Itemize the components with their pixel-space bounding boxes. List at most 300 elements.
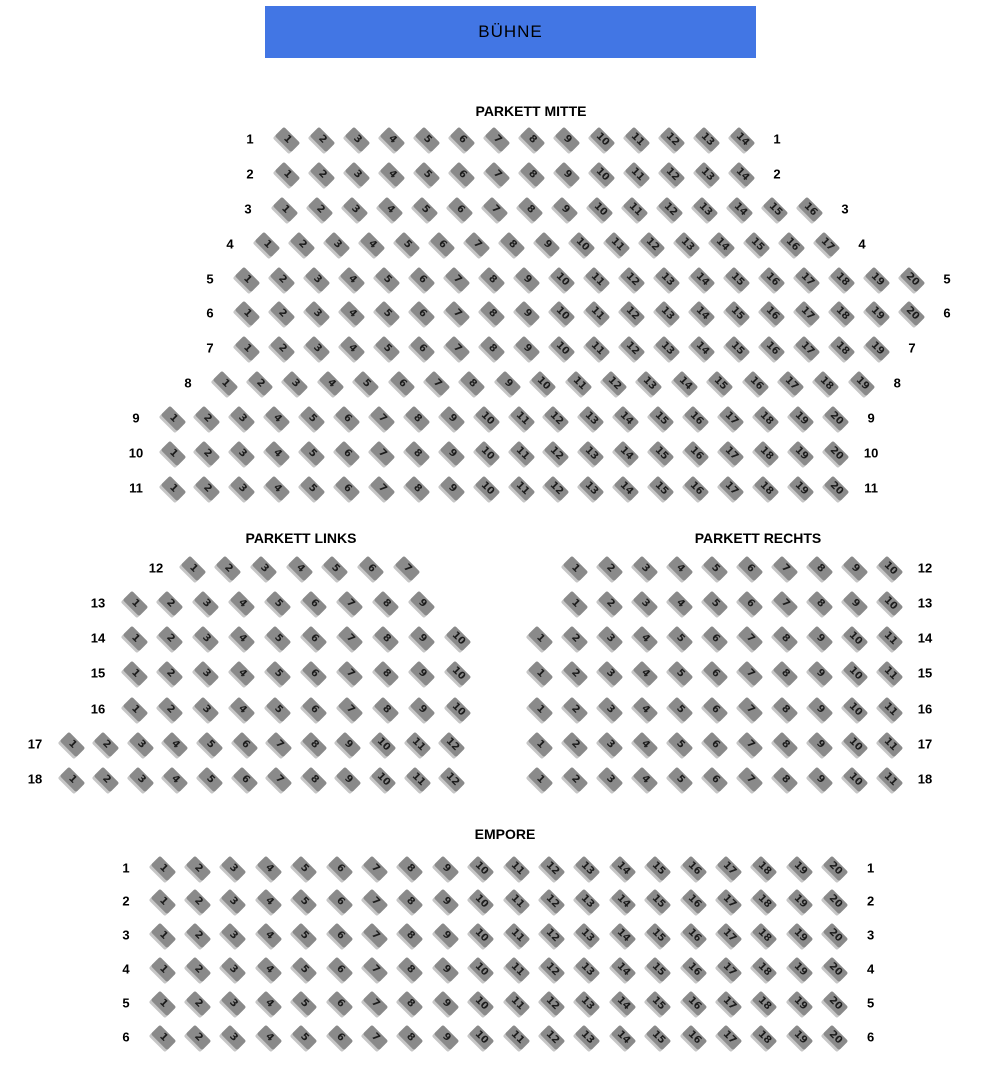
seat-empore-r4-9[interactable] <box>433 956 458 981</box>
seat-empore-r1-4[interactable] <box>256 855 281 880</box>
seat-empore-r4-18[interactable] <box>752 956 777 981</box>
seat-empore-r2-9[interactable] <box>433 888 458 913</box>
seat-empore-r6-11[interactable] <box>504 1024 529 1049</box>
seat-parkett-mitte-r11-3[interactable] <box>230 475 255 500</box>
seat-empore-r3-3[interactable] <box>221 922 246 947</box>
seat-empore-r1-2[interactable] <box>186 855 211 880</box>
seat-parkett-mitte-r5-19[interactable] <box>864 266 889 291</box>
seat-empore-r5-14[interactable] <box>610 990 635 1015</box>
seat-parkett-mitte-r6-8[interactable] <box>479 300 504 325</box>
seat-empore-r3-20[interactable] <box>823 922 848 947</box>
seat-parkett-rechts-r12-6[interactable] <box>737 555 762 580</box>
seat-parkett-rechts-r12-4[interactable] <box>667 555 692 580</box>
seat-empore-r6-1[interactable] <box>150 1024 175 1049</box>
seat-empore-r5-18[interactable] <box>752 990 777 1015</box>
seat-parkett-mitte-r2-9[interactable] <box>554 161 579 186</box>
seat-parkett-rechts-r15-11[interactable] <box>877 660 902 685</box>
seat-parkett-mitte-r4-4[interactable] <box>359 231 384 256</box>
seat-parkett-rechts-r13-7[interactable] <box>772 590 797 615</box>
seat-parkett-mitte-r10-6[interactable] <box>335 440 360 465</box>
seat-empore-r1-17[interactable] <box>717 855 742 880</box>
seat-parkett-mitte-r4-13[interactable] <box>674 231 699 256</box>
seat-parkett-mitte-r10-15[interactable] <box>649 440 674 465</box>
seat-empore-r3-11[interactable] <box>504 922 529 947</box>
seat-empore-r5-10[interactable] <box>469 990 494 1015</box>
seat-parkett-links-r18-9[interactable] <box>336 766 361 791</box>
seat-parkett-rechts-r15-6[interactable] <box>702 660 727 685</box>
seat-empore-r4-14[interactable] <box>610 956 635 981</box>
seat-parkett-mitte-r11-1[interactable] <box>160 475 185 500</box>
seat-empore-r6-7[interactable] <box>363 1024 388 1049</box>
seat-parkett-mitte-r5-5[interactable] <box>374 266 399 291</box>
seat-empore-r4-4[interactable] <box>256 956 281 981</box>
seat-parkett-mitte-r8-19[interactable] <box>849 370 874 395</box>
seat-parkett-links-r18-1[interactable] <box>59 766 84 791</box>
seat-parkett-mitte-r8-3[interactable] <box>283 370 308 395</box>
seat-empore-r5-12[interactable] <box>540 990 565 1015</box>
seat-parkett-mitte-r1-9[interactable] <box>554 126 579 151</box>
seat-parkett-mitte-r8-9[interactable] <box>495 370 520 395</box>
seat-parkett-mitte-r7-6[interactable] <box>409 335 434 360</box>
seat-parkett-rechts-r12-8[interactable] <box>807 555 832 580</box>
seat-parkett-mitte-r1-7[interactable] <box>484 126 509 151</box>
seat-parkett-mitte-r9-11[interactable] <box>509 405 534 430</box>
seat-parkett-links-r18-3[interactable] <box>128 766 153 791</box>
seat-parkett-mitte-r9-3[interactable] <box>230 405 255 430</box>
seat-parkett-mitte-r6-15[interactable] <box>724 300 749 325</box>
seat-empore-r6-14[interactable] <box>610 1024 635 1049</box>
seat-parkett-links-r17-3[interactable] <box>128 731 153 756</box>
seat-parkett-links-r18-5[interactable] <box>198 766 223 791</box>
seat-empore-r2-19[interactable] <box>787 888 812 913</box>
seat-parkett-rechts-r18-5[interactable] <box>667 766 692 791</box>
seat-parkett-mitte-r2-8[interactable] <box>519 161 544 186</box>
seat-parkett-mitte-r2-10[interactable] <box>589 161 614 186</box>
seat-parkett-mitte-r4-15[interactable] <box>744 231 769 256</box>
seat-empore-r5-2[interactable] <box>186 990 211 1015</box>
seat-parkett-mitte-r5-17[interactable] <box>794 266 819 291</box>
seat-parkett-rechts-r17-1[interactable] <box>527 731 552 756</box>
seat-parkett-rechts-r18-10[interactable] <box>842 766 867 791</box>
seat-parkett-rechts-r13-3[interactable] <box>632 590 657 615</box>
seat-empore-r2-14[interactable] <box>610 888 635 913</box>
seat-parkett-mitte-r2-3[interactable] <box>344 161 369 186</box>
seat-parkett-mitte-r9-12[interactable] <box>544 405 569 430</box>
seat-parkett-mitte-r11-9[interactable] <box>439 475 464 500</box>
seat-parkett-rechts-r12-2[interactable] <box>597 555 622 580</box>
seat-parkett-mitte-r9-13[interactable] <box>579 405 604 430</box>
seat-parkett-mitte-r6-10[interactable] <box>549 300 574 325</box>
seat-empore-r5-15[interactable] <box>646 990 671 1015</box>
seat-parkett-mitte-r10-17[interactable] <box>719 440 744 465</box>
seat-empore-r1-5[interactable] <box>292 855 317 880</box>
seat-parkett-mitte-r6-7[interactable] <box>444 300 469 325</box>
seat-parkett-mitte-r11-6[interactable] <box>335 475 360 500</box>
seat-empore-r3-18[interactable] <box>752 922 777 947</box>
seat-parkett-mitte-r6-19[interactable] <box>864 300 889 325</box>
seat-parkett-links-r14-10[interactable] <box>445 625 470 650</box>
seat-parkett-links-r16-2[interactable] <box>158 696 183 721</box>
seat-parkett-links-r17-7[interactable] <box>267 731 292 756</box>
seat-empore-r4-20[interactable] <box>823 956 848 981</box>
seat-parkett-mitte-r4-1[interactable] <box>254 231 279 256</box>
seat-parkett-mitte-r11-17[interactable] <box>719 475 744 500</box>
seat-empore-r2-6[interactable] <box>327 888 352 913</box>
seat-parkett-mitte-r2-5[interactable] <box>414 161 439 186</box>
seat-empore-r6-13[interactable] <box>575 1024 600 1049</box>
seat-parkett-mitte-r10-18[interactable] <box>754 440 779 465</box>
seat-parkett-mitte-r11-8[interactable] <box>405 475 430 500</box>
seat-empore-r3-4[interactable] <box>256 922 281 947</box>
seat-parkett-mitte-r2-11[interactable] <box>624 161 649 186</box>
seat-parkett-rechts-r13-5[interactable] <box>702 590 727 615</box>
seat-parkett-mitte-r5-9[interactable] <box>514 266 539 291</box>
seat-empore-r1-15[interactable] <box>646 855 671 880</box>
seat-parkett-mitte-r8-18[interactable] <box>814 370 839 395</box>
seat-parkett-links-r12-2[interactable] <box>216 555 241 580</box>
seat-parkett-links-r15-8[interactable] <box>374 660 399 685</box>
seat-empore-r3-19[interactable] <box>787 922 812 947</box>
seat-parkett-mitte-r8-14[interactable] <box>672 370 697 395</box>
seat-parkett-mitte-r9-17[interactable] <box>719 405 744 430</box>
seat-parkett-rechts-r16-9[interactable] <box>807 696 832 721</box>
seat-parkett-mitte-r3-4[interactable] <box>377 196 402 221</box>
seat-empore-r2-13[interactable] <box>575 888 600 913</box>
seat-empore-r1-6[interactable] <box>327 855 352 880</box>
seat-parkett-mitte-r4-6[interactable] <box>429 231 454 256</box>
seat-empore-r5-9[interactable] <box>433 990 458 1015</box>
seat-parkett-rechts-r16-4[interactable] <box>632 696 657 721</box>
seat-empore-r4-11[interactable] <box>504 956 529 981</box>
seat-parkett-mitte-r6-20[interactable] <box>899 300 924 325</box>
seat-empore-r6-15[interactable] <box>646 1024 671 1049</box>
seat-parkett-mitte-r7-19[interactable] <box>864 335 889 360</box>
seat-parkett-rechts-r12-3[interactable] <box>632 555 657 580</box>
seat-parkett-mitte-r6-6[interactable] <box>409 300 434 325</box>
seat-parkett-rechts-r15-4[interactable] <box>632 660 657 685</box>
seat-empore-r1-11[interactable] <box>504 855 529 880</box>
seat-parkett-rechts-r15-5[interactable] <box>667 660 692 685</box>
seat-empore-r2-8[interactable] <box>398 888 423 913</box>
seat-parkett-mitte-r11-18[interactable] <box>754 475 779 500</box>
seat-empore-r3-16[interactable] <box>681 922 706 947</box>
seat-parkett-mitte-r6-18[interactable] <box>829 300 854 325</box>
seat-parkett-links-r13-3[interactable] <box>194 590 219 615</box>
seat-parkett-rechts-r13-8[interactable] <box>807 590 832 615</box>
seat-empore-r5-4[interactable] <box>256 990 281 1015</box>
seat-parkett-mitte-r6-13[interactable] <box>654 300 679 325</box>
seat-parkett-mitte-r7-7[interactable] <box>444 335 469 360</box>
seat-empore-r6-18[interactable] <box>752 1024 777 1049</box>
seat-empore-r2-12[interactable] <box>540 888 565 913</box>
seat-parkett-mitte-r9-19[interactable] <box>788 405 813 430</box>
seat-parkett-rechts-r17-11[interactable] <box>877 731 902 756</box>
seat-parkett-links-r16-8[interactable] <box>374 696 399 721</box>
seat-empore-r3-13[interactable] <box>575 922 600 947</box>
seat-parkett-links-r18-8[interactable] <box>301 766 326 791</box>
seat-parkett-mitte-r6-16[interactable] <box>759 300 784 325</box>
seat-empore-r5-11[interactable] <box>504 990 529 1015</box>
seat-parkett-links-r14-4[interactable] <box>230 625 255 650</box>
seat-parkett-rechts-r16-7[interactable] <box>737 696 762 721</box>
seat-parkett-mitte-r10-8[interactable] <box>405 440 430 465</box>
seat-empore-r5-3[interactable] <box>221 990 246 1015</box>
seat-parkett-rechts-r14-3[interactable] <box>597 625 622 650</box>
seat-empore-r3-1[interactable] <box>150 922 175 947</box>
seat-parkett-mitte-r11-4[interactable] <box>265 475 290 500</box>
seat-parkett-mitte-r1-1[interactable] <box>274 126 299 151</box>
seat-parkett-rechts-r16-10[interactable] <box>842 696 867 721</box>
seat-empore-r4-12[interactable] <box>540 956 565 981</box>
seat-parkett-mitte-r10-13[interactable] <box>579 440 604 465</box>
seat-parkett-rechts-r15-2[interactable] <box>562 660 587 685</box>
seat-parkett-mitte-r3-1[interactable] <box>272 196 297 221</box>
seat-parkett-links-r14-8[interactable] <box>374 625 399 650</box>
seat-parkett-mitte-r5-11[interactable] <box>584 266 609 291</box>
seat-parkett-mitte-r7-14[interactable] <box>689 335 714 360</box>
seat-parkett-links-r18-11[interactable] <box>405 766 430 791</box>
seat-parkett-mitte-r4-16[interactable] <box>779 231 804 256</box>
seat-empore-r6-20[interactable] <box>823 1024 848 1049</box>
seat-empore-r2-20[interactable] <box>823 888 848 913</box>
seat-parkett-mitte-r11-19[interactable] <box>788 475 813 500</box>
seat-parkett-mitte-r9-16[interactable] <box>684 405 709 430</box>
seat-parkett-mitte-r10-4[interactable] <box>265 440 290 465</box>
seat-parkett-mitte-r9-1[interactable] <box>160 405 185 430</box>
seat-parkett-mitte-r8-8[interactable] <box>460 370 485 395</box>
seat-parkett-mitte-r10-1[interactable] <box>160 440 185 465</box>
seat-parkett-links-r15-6[interactable] <box>302 660 327 685</box>
seat-parkett-mitte-r9-7[interactable] <box>370 405 395 430</box>
seat-parkett-mitte-r9-6[interactable] <box>335 405 360 430</box>
seat-empore-r2-2[interactable] <box>186 888 211 913</box>
seat-parkett-mitte-r5-18[interactable] <box>829 266 854 291</box>
seat-parkett-mitte-r3-12[interactable] <box>657 196 682 221</box>
seat-parkett-rechts-r16-2[interactable] <box>562 696 587 721</box>
seat-empore-r5-20[interactable] <box>823 990 848 1015</box>
seat-empore-r4-6[interactable] <box>327 956 352 981</box>
seat-parkett-mitte-r3-5[interactable] <box>412 196 437 221</box>
seat-parkett-rechts-r15-9[interactable] <box>807 660 832 685</box>
seat-parkett-links-r16-6[interactable] <box>302 696 327 721</box>
seat-parkett-mitte-r1-5[interactable] <box>414 126 439 151</box>
seat-empore-r1-3[interactable] <box>221 855 246 880</box>
seat-parkett-rechts-r15-10[interactable] <box>842 660 867 685</box>
seat-parkett-links-r17-8[interactable] <box>301 731 326 756</box>
seat-parkett-mitte-r8-11[interactable] <box>566 370 591 395</box>
seat-empore-r1-18[interactable] <box>752 855 777 880</box>
seat-parkett-mitte-r5-16[interactable] <box>759 266 784 291</box>
seat-parkett-mitte-r9-14[interactable] <box>614 405 639 430</box>
seat-empore-r6-9[interactable] <box>433 1024 458 1049</box>
seat-parkett-links-r16-10[interactable] <box>445 696 470 721</box>
seat-parkett-rechts-r14-10[interactable] <box>842 625 867 650</box>
seat-parkett-mitte-r3-2[interactable] <box>307 196 332 221</box>
seat-parkett-rechts-r18-6[interactable] <box>702 766 727 791</box>
seat-parkett-mitte-r3-14[interactable] <box>727 196 752 221</box>
seat-parkett-mitte-r6-12[interactable] <box>619 300 644 325</box>
seat-empore-r4-10[interactable] <box>469 956 494 981</box>
seat-empore-r4-17[interactable] <box>717 956 742 981</box>
seat-parkett-links-r15-9[interactable] <box>409 660 434 685</box>
seat-parkett-links-r16-3[interactable] <box>194 696 219 721</box>
seat-parkett-mitte-r4-2[interactable] <box>289 231 314 256</box>
seat-parkett-rechts-r17-4[interactable] <box>632 731 657 756</box>
seat-parkett-rechts-r18-2[interactable] <box>562 766 587 791</box>
seat-empore-r1-14[interactable] <box>610 855 635 880</box>
seat-parkett-mitte-r10-11[interactable] <box>509 440 534 465</box>
seat-empore-r2-4[interactable] <box>256 888 281 913</box>
seat-parkett-mitte-r10-9[interactable] <box>439 440 464 465</box>
seat-empore-r6-6[interactable] <box>327 1024 352 1049</box>
seat-empore-r6-8[interactable] <box>398 1024 423 1049</box>
seat-empore-r1-20[interactable] <box>823 855 848 880</box>
seat-parkett-mitte-r7-18[interactable] <box>829 335 854 360</box>
seat-empore-r4-15[interactable] <box>646 956 671 981</box>
seat-parkett-rechts-r16-6[interactable] <box>702 696 727 721</box>
seat-parkett-rechts-r13-4[interactable] <box>667 590 692 615</box>
seat-parkett-mitte-r7-15[interactable] <box>724 335 749 360</box>
seat-parkett-links-r16-5[interactable] <box>266 696 291 721</box>
seat-parkett-rechts-r12-10[interactable] <box>877 555 902 580</box>
seat-parkett-mitte-r11-14[interactable] <box>614 475 639 500</box>
seat-parkett-mitte-r3-13[interactable] <box>692 196 717 221</box>
seat-parkett-mitte-r2-6[interactable] <box>449 161 474 186</box>
seat-empore-r6-16[interactable] <box>681 1024 706 1049</box>
seat-parkett-rechts-r13-1[interactable] <box>562 590 587 615</box>
seat-parkett-mitte-r8-1[interactable] <box>212 370 237 395</box>
seat-parkett-rechts-r16-3[interactable] <box>597 696 622 721</box>
seat-parkett-mitte-r1-4[interactable] <box>379 126 404 151</box>
seat-empore-r5-6[interactable] <box>327 990 352 1015</box>
seat-parkett-mitte-r11-13[interactable] <box>579 475 604 500</box>
seat-parkett-rechts-r14-6[interactable] <box>702 625 727 650</box>
seat-parkett-mitte-r5-14[interactable] <box>689 266 714 291</box>
seat-empore-r5-13[interactable] <box>575 990 600 1015</box>
seat-empore-r2-5[interactable] <box>292 888 317 913</box>
seat-parkett-rechts-r13-10[interactable] <box>877 590 902 615</box>
seat-parkett-mitte-r11-12[interactable] <box>544 475 569 500</box>
seat-parkett-rechts-r13-9[interactable] <box>842 590 867 615</box>
seat-empore-r4-7[interactable] <box>363 956 388 981</box>
seat-empore-r1-13[interactable] <box>575 855 600 880</box>
seat-parkett-rechts-r17-9[interactable] <box>807 731 832 756</box>
seat-parkett-mitte-r11-5[interactable] <box>300 475 325 500</box>
seat-parkett-mitte-r7-12[interactable] <box>619 335 644 360</box>
seat-empore-r6-10[interactable] <box>469 1024 494 1049</box>
seat-empore-r4-3[interactable] <box>221 956 246 981</box>
seat-parkett-mitte-r5-7[interactable] <box>444 266 469 291</box>
seat-parkett-mitte-r7-2[interactable] <box>269 335 294 360</box>
seat-empore-r1-12[interactable] <box>540 855 565 880</box>
seat-parkett-links-r14-9[interactable] <box>409 625 434 650</box>
seat-empore-r3-2[interactable] <box>186 922 211 947</box>
seat-empore-r2-16[interactable] <box>681 888 706 913</box>
seat-empore-r2-18[interactable] <box>752 888 777 913</box>
seat-parkett-rechts-r14-2[interactable] <box>562 625 587 650</box>
seat-parkett-rechts-r14-8[interactable] <box>772 625 797 650</box>
seat-parkett-links-r18-7[interactable] <box>267 766 292 791</box>
seat-parkett-mitte-r3-7[interactable] <box>482 196 507 221</box>
seat-parkett-links-r17-9[interactable] <box>336 731 361 756</box>
seat-parkett-mitte-r1-2[interactable] <box>309 126 334 151</box>
seat-parkett-mitte-r4-5[interactable] <box>394 231 419 256</box>
seat-parkett-links-r15-3[interactable] <box>194 660 219 685</box>
seat-empore-r4-1[interactable] <box>150 956 175 981</box>
seat-parkett-mitte-r8-17[interactable] <box>779 370 804 395</box>
seat-parkett-links-r18-2[interactable] <box>94 766 119 791</box>
seat-empore-r1-8[interactable] <box>398 855 423 880</box>
seat-empore-r5-7[interactable] <box>363 990 388 1015</box>
seat-parkett-mitte-r9-10[interactable] <box>474 405 499 430</box>
seat-parkett-links-r14-3[interactable] <box>194 625 219 650</box>
seat-parkett-links-r16-4[interactable] <box>230 696 255 721</box>
seat-empore-r2-17[interactable] <box>717 888 742 913</box>
seat-parkett-mitte-r9-15[interactable] <box>649 405 674 430</box>
seat-parkett-links-r18-4[interactable] <box>163 766 188 791</box>
seat-parkett-rechts-r12-9[interactable] <box>842 555 867 580</box>
seat-parkett-rechts-r18-9[interactable] <box>807 766 832 791</box>
seat-parkett-mitte-r10-16[interactable] <box>684 440 709 465</box>
seat-parkett-links-r12-7[interactable] <box>394 555 419 580</box>
seat-parkett-links-r17-5[interactable] <box>198 731 223 756</box>
seat-parkett-rechts-r14-4[interactable] <box>632 625 657 650</box>
seat-empore-r3-8[interactable] <box>398 922 423 947</box>
seat-parkett-mitte-r1-8[interactable] <box>519 126 544 151</box>
seat-parkett-links-r18-10[interactable] <box>371 766 396 791</box>
seat-parkett-mitte-r3-9[interactable] <box>552 196 577 221</box>
seat-parkett-mitte-r3-8[interactable] <box>517 196 542 221</box>
seat-parkett-mitte-r11-20[interactable] <box>823 475 848 500</box>
seat-parkett-mitte-r4-12[interactable] <box>639 231 664 256</box>
seat-empore-r2-3[interactable] <box>221 888 246 913</box>
seat-parkett-mitte-r5-6[interactable] <box>409 266 434 291</box>
seat-parkett-links-r17-10[interactable] <box>371 731 396 756</box>
seat-parkett-rechts-r13-2[interactable] <box>597 590 622 615</box>
seat-empore-r1-19[interactable] <box>787 855 812 880</box>
seat-parkett-links-r15-5[interactable] <box>266 660 291 685</box>
seat-parkett-mitte-r8-13[interactable] <box>637 370 662 395</box>
seat-parkett-links-r18-6[interactable] <box>232 766 257 791</box>
seat-parkett-mitte-r4-9[interactable] <box>534 231 559 256</box>
seat-parkett-mitte-r2-7[interactable] <box>484 161 509 186</box>
seat-parkett-links-r12-1[interactable] <box>180 555 205 580</box>
seat-parkett-links-r12-3[interactable] <box>252 555 277 580</box>
seat-parkett-rechts-r12-5[interactable] <box>702 555 727 580</box>
seat-parkett-links-r13-6[interactable] <box>302 590 327 615</box>
seat-parkett-mitte-r5-15[interactable] <box>724 266 749 291</box>
seat-parkett-mitte-r3-11[interactable] <box>622 196 647 221</box>
seat-parkett-links-r14-1[interactable] <box>122 625 147 650</box>
seat-parkett-rechts-r18-4[interactable] <box>632 766 657 791</box>
seat-parkett-mitte-r6-5[interactable] <box>374 300 399 325</box>
seat-parkett-rechts-r15-1[interactable] <box>527 660 552 685</box>
seat-empore-r6-3[interactable] <box>221 1024 246 1049</box>
seat-parkett-mitte-r11-11[interactable] <box>509 475 534 500</box>
seat-parkett-rechts-r16-8[interactable] <box>772 696 797 721</box>
seat-parkett-mitte-r6-14[interactable] <box>689 300 714 325</box>
seat-parkett-links-r17-11[interactable] <box>405 731 430 756</box>
seat-parkett-mitte-r7-3[interactable] <box>304 335 329 360</box>
seat-empore-r3-9[interactable] <box>433 922 458 947</box>
seat-parkett-links-r16-7[interactable] <box>338 696 363 721</box>
seat-parkett-links-r15-1[interactable] <box>122 660 147 685</box>
seat-parkett-mitte-r10-2[interactable] <box>195 440 220 465</box>
seat-parkett-rechts-r12-1[interactable] <box>562 555 587 580</box>
seat-parkett-mitte-r7-5[interactable] <box>374 335 399 360</box>
seat-parkett-mitte-r11-2[interactable] <box>195 475 220 500</box>
seat-empore-r6-17[interactable] <box>717 1024 742 1049</box>
